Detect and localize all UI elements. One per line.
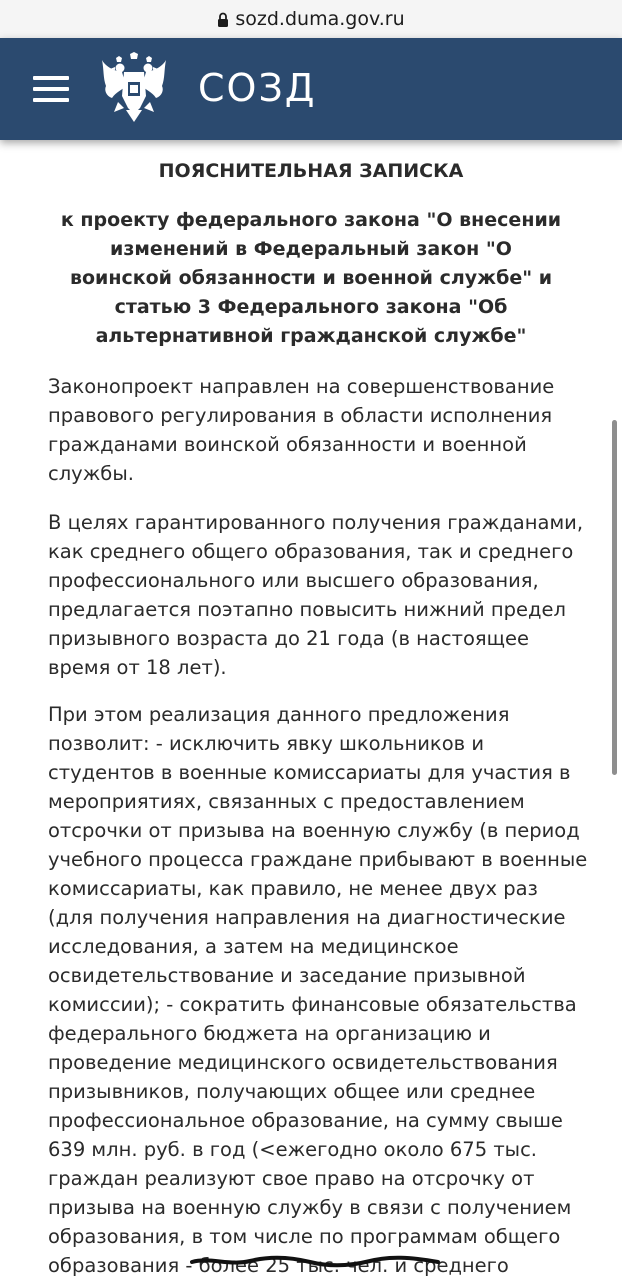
paragraph-2: В целях гарантированного получения гражданами, как среднего общего образования, так и среднего профессионального или высшего образования, предлагается поэтапно повысить нижний предел призывного возраста до 21 года (в настоящее время от 18 лет). [48,511,584,679]
scrollbar-thumb[interactable] [612,420,617,775]
site-brand[interactable]: СОЗД [198,66,317,110]
paragraph-1: Законопроект направлен на совершенствование правового регулирования в области исполнения гражданами воинской обязанности и военной службы. [48,375,555,485]
url-text: sozd.duma.gov.ru [235,8,405,30]
redaction-scribble [190,1253,440,1269]
browser-url-bar[interactable] [0,0,622,38]
document-title: ПОЯСНИТЕЛЬНАЯ ЗАПИСКА [158,160,464,182]
site-header [0,38,622,140]
hamburger-menu-icon[interactable] [33,76,69,102]
document-subtitle: к проекту федерального закона "О внесении изменений в Федеральный закон "О воинской обязанности и военной службе" и статью 3 Федерального закона "Об альтернативной гражданской службе" [60,209,562,347]
lock-icon [217,12,229,28]
eagle-emblem-icon[interactable] [100,52,168,124]
paragraph-3: При этом реализация данного предложения позволит: - исключить явку школьников и студентов в военные комиссариаты для участия в мероприятиях, связанных с предоставлением отсрочки от призыва на военную службу (в период учебного процесса граждане прибывают в военные комиссариаты, как правило, не менее двух раз (для получения направления на диагностические исследования, а затем на медицинское освидетельствование и заседание призывной комиссии); - сократить финансовые обязательства федерального бюджета на организацию и проведение медицинского освидетельствования призывников, получающих общее или среднее профессиональное образование, на сумму свыше 639 млн. руб. в год (<ежегодно около 675 тыс. граждан реализуют свое право на отсрочку от призыва на военную службу в связи с получением образования, в том числе по программам общего образования - более 25 тыс. чел. и среднего [48,703,588,1277]
